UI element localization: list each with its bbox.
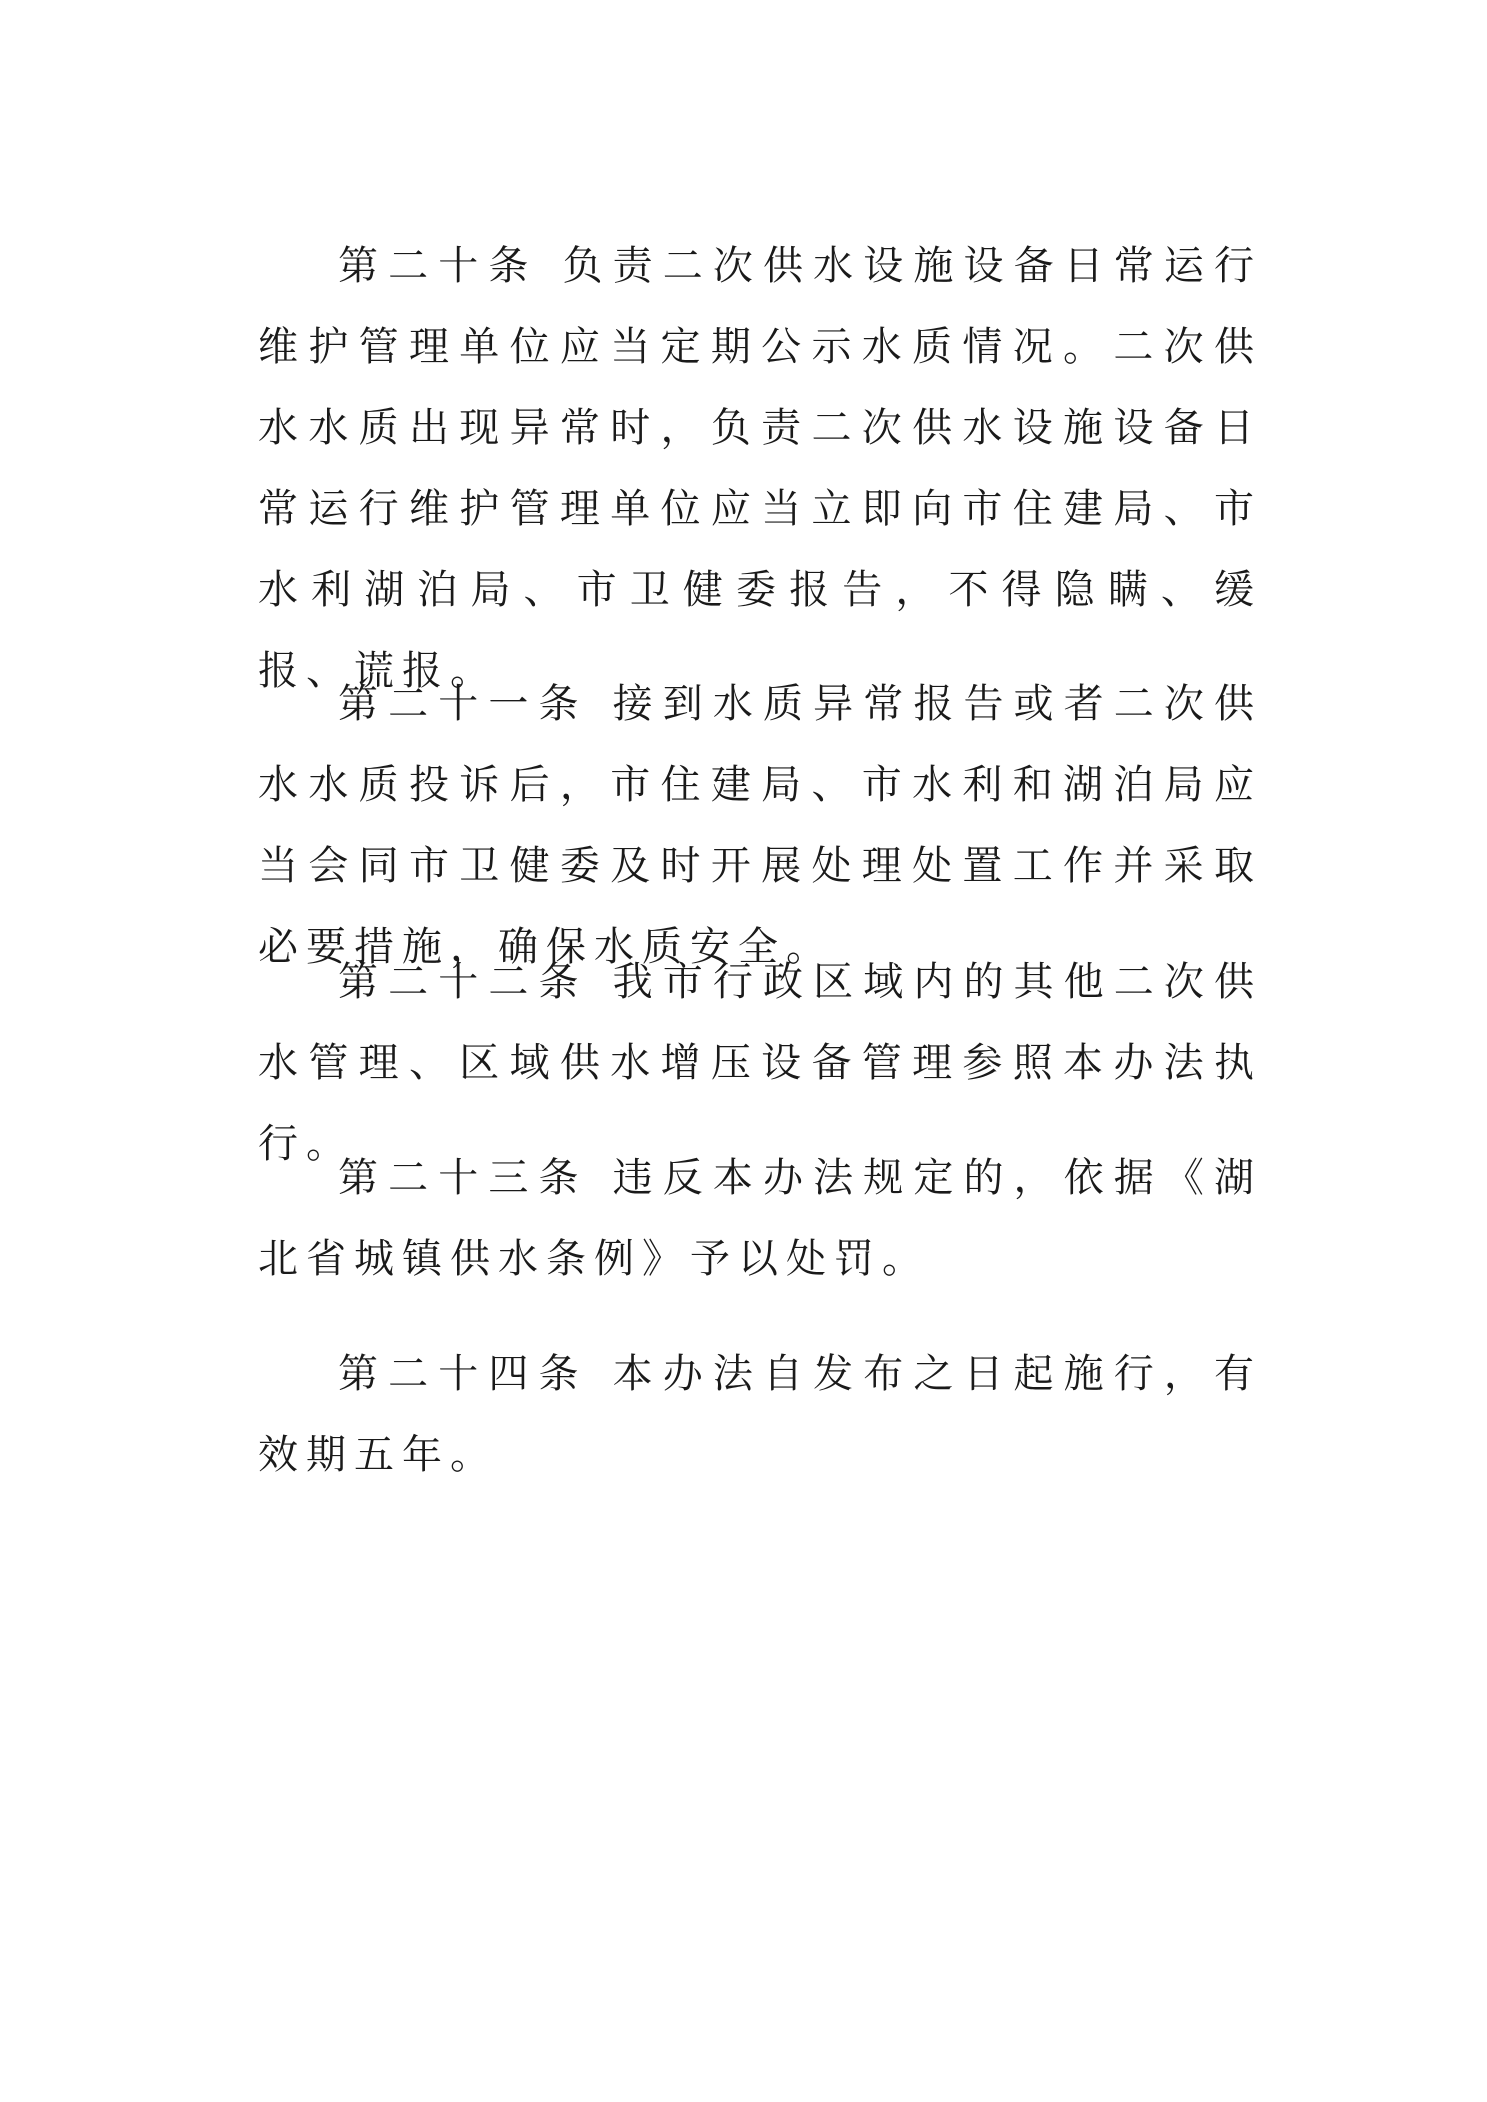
article-21-number: 第二十一条: [338, 681, 589, 727]
article-24-text: 本办法自发布之日起施行，有效期五年。: [258, 1351, 1263, 1478]
article-21: [258, 664, 1262, 988]
article-20: [258, 226, 1262, 712]
article-24-number: 第二十四条: [338, 1351, 589, 1397]
article-23: [258, 1138, 1262, 1300]
article-22-number: 第二十二条: [338, 959, 589, 1005]
article-23-text: 违反本办法规定的，依据《湖北省城镇供水条例》予以处罚。: [258, 1155, 1263, 1282]
article-22-text: 我市行政区域内的其他二次供水管理、区域供水增压设备管理参照本办法执行。: [258, 959, 1263, 1167]
article-20-number: 第二十条: [338, 243, 539, 289]
article-24: [258, 1334, 1262, 1496]
article-23-number: 第二十三条: [338, 1155, 589, 1201]
article-21-text: 接到水质异常报告或者二次供水水质投诉后，市住建局、市水利和湖泊局应当会同市卫健委及时开展处理处置工作并采取必要措施，确保水质安全。: [258, 681, 1263, 970]
article-20-text: 负责二次供水设施设备日常运行维护管理单位应当定期公示水质情况。二次供水水质出现异常时，负责二次供水设施设备日常运行维护管理单位应当立即向市住建局、市水利湖泊局、市卫健委报告，不得隐瞒、缓报、谎报。: [258, 243, 1263, 694]
